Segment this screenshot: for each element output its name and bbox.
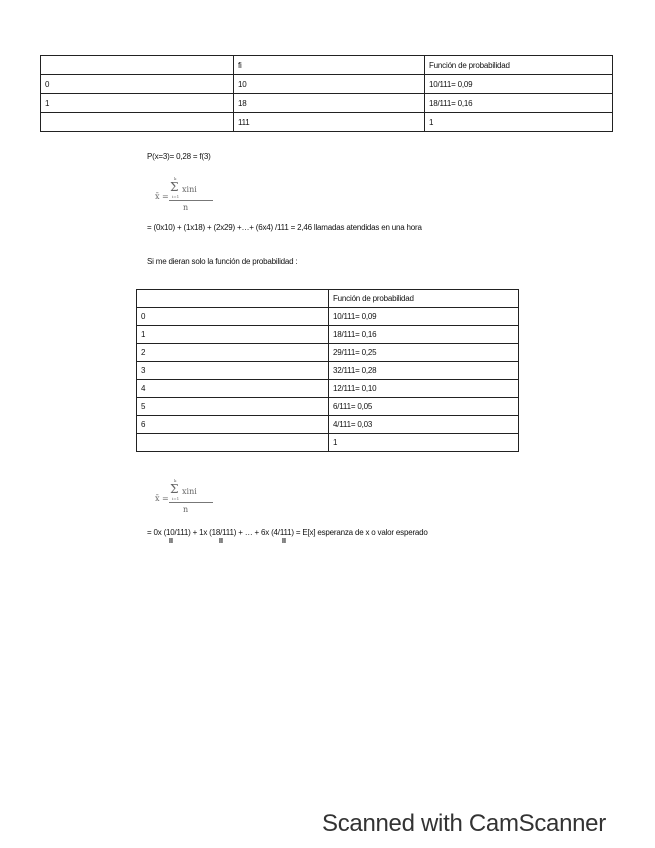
probability-line: P(x=3)= 0,28 = f(3) — [147, 152, 211, 161]
denominator: n — [183, 203, 189, 212]
table-row — [137, 380, 519, 398]
table-cell: 18/111= 0,16 — [329, 326, 519, 344]
header-cell: fi — [234, 56, 425, 75]
table-cell — [41, 113, 234, 132]
table-cell: 2 — [137, 344, 329, 362]
sigma-icon: Σ — [170, 180, 179, 194]
fraction-line — [169, 200, 213, 201]
table-row — [137, 398, 519, 416]
table-cell: 29/111= 0,25 — [329, 344, 519, 362]
table-row — [137, 308, 519, 326]
table-header-row — [41, 56, 613, 75]
table-row — [41, 75, 613, 94]
table-row — [137, 434, 519, 452]
table-cell: 0 — [137, 308, 329, 326]
table-cell: 1 — [137, 326, 329, 344]
table-cell: 1 — [329, 434, 519, 452]
header-cell: Función de probabilidad — [425, 56, 613, 75]
frequency-table — [40, 55, 613, 132]
table-cell: 10 — [234, 75, 425, 94]
table-cell: 10/111= 0,09 — [425, 75, 613, 94]
table-cell: 0 — [41, 75, 234, 94]
table-cell: 32/111= 0,28 — [329, 362, 519, 380]
table-cell — [137, 434, 329, 452]
table-row — [137, 362, 519, 380]
fraction-line — [169, 502, 213, 503]
table-cell: 1 — [425, 113, 613, 132]
mean-formula-2 — [155, 478, 215, 516]
mark-ii: II — [282, 538, 286, 545]
table-row — [41, 94, 613, 113]
table-cell: 6 — [137, 416, 329, 434]
table-row — [137, 326, 519, 344]
upper-limit: k — [174, 478, 177, 483]
lower-limit: i=1 — [172, 496, 180, 501]
table-cell: 12/111= 0,10 — [329, 380, 519, 398]
table-row — [137, 416, 519, 434]
xbar-symbol: x̄ = — [155, 494, 169, 503]
header-cell — [137, 290, 329, 308]
header-cell: Función de probabilidad — [329, 290, 519, 308]
table-cell: 10/111= 0,09 — [329, 308, 519, 326]
header-cell — [41, 56, 234, 75]
mean-formula — [155, 176, 215, 214]
table-cell: 3 — [137, 362, 329, 380]
table-cell: 4 — [137, 380, 329, 398]
sigma-icon: Σ — [170, 482, 179, 496]
lower-limit: i=1 — [172, 194, 180, 199]
table-cell: 4/111= 0,03 — [329, 416, 519, 434]
numerator-term: xini — [182, 487, 197, 496]
table-cell: 111 — [234, 113, 425, 132]
upper-limit: k — [174, 176, 177, 181]
probability-table — [136, 289, 519, 452]
table-header-row — [137, 290, 519, 308]
numerator-term: xini — [182, 185, 197, 194]
table-row — [41, 113, 613, 132]
expectation-line: = 0x (10/111) + 1x (18/111) + … + 6x (4/111) = E[x] esperanza de x o valor esperado — [147, 528, 428, 537]
mean-calculation-line: = (0x10) + (1x18) + (2x29) +…+ (6x4) /111 = 2,46 llamadas atendidas en una hora — [147, 223, 422, 232]
table-cell: 18/111= 0,16 — [425, 94, 613, 113]
denominator: n — [183, 505, 189, 514]
camscanner-watermark: Scanned with CamScanner — [322, 810, 606, 837]
intro-line: Si me dieran solo la función de probabilidad : — [147, 257, 298, 266]
mark-ii: II — [219, 538, 223, 545]
table-cell: 5 — [137, 398, 329, 416]
table-cell: 18 — [234, 94, 425, 113]
mark-ii: II — [169, 538, 173, 545]
table-row — [137, 344, 519, 362]
table-cell: 6/111= 0,05 — [329, 398, 519, 416]
xbar-symbol: x̄ = — [155, 192, 169, 201]
table-cell: 1 — [41, 94, 234, 113]
